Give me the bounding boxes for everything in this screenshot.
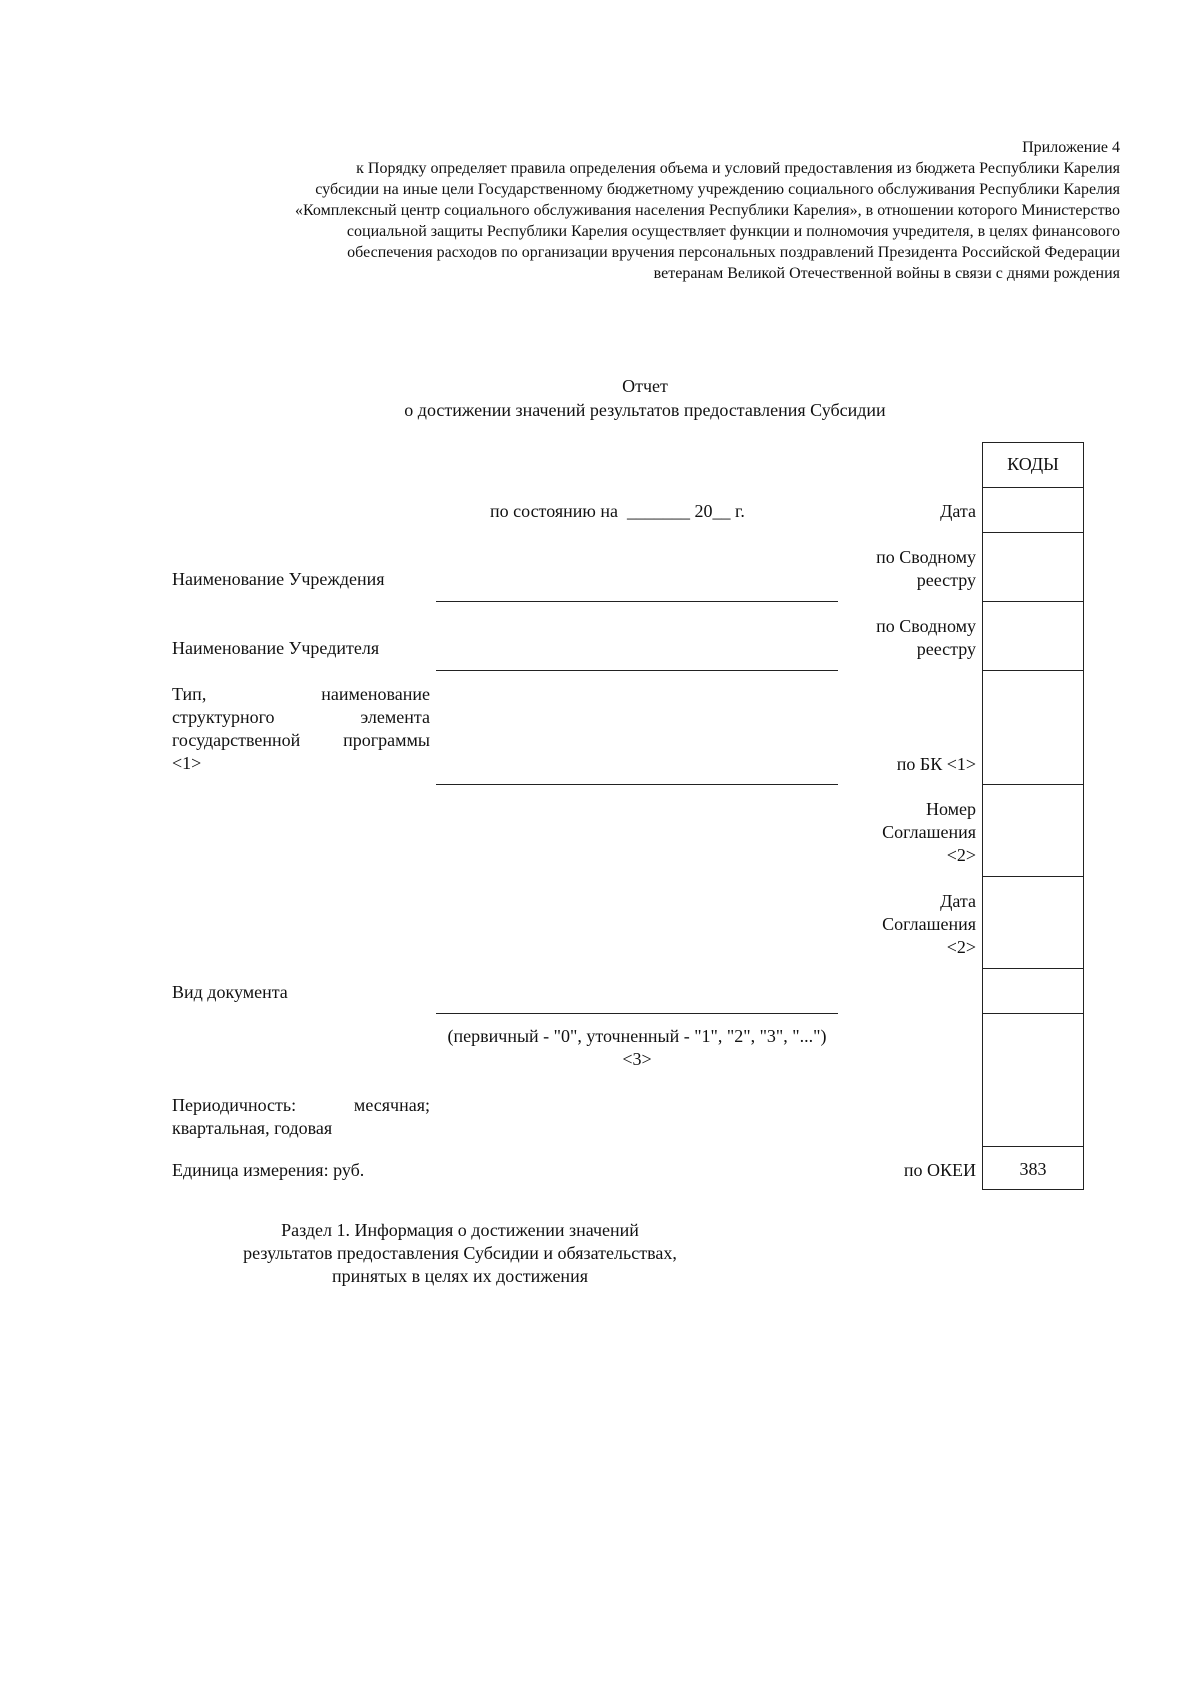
annex-line: субсидии на иные цели Государственному бюджетному учреждению социального обслуживания Республики Карелия <box>315 181 1120 198</box>
annex-line: «Комплексный центр социального обслуживания населения Республики Карелия», в отношении которого Министерство <box>295 202 1120 219</box>
codes-row-divider <box>982 670 1084 671</box>
annex-line: обеспечения расходов по организации вручения персональных поздравлений Президента Российской Федерации <box>347 244 1120 261</box>
periodicity-label: Периодичность: месячная; квартальная, годовая <box>172 1095 430 1138</box>
annex-line: к Порядку определяет правила определения объема и условий предоставления из бюджета Республики Карелия <box>356 160 1120 177</box>
section-1-heading: Раздел 1. Информация о достижении значений результатов предоставления Субсидии и обязательствах, принятых в целях их достижения <box>243 1220 677 1286</box>
doc-type-label: Вид документа <box>172 982 288 1002</box>
founder-label: Наименование Учредителя <box>172 638 380 658</box>
program-element-field[interactable] <box>436 784 838 785</box>
annex-header <box>120 137 1120 284</box>
date-label: Дата <box>940 501 976 521</box>
agreement-date-label: Дата Соглашения <2> <box>882 891 976 957</box>
founder-field[interactable] <box>436 670 838 671</box>
annex-title: Приложение 4 <box>1022 139 1120 156</box>
codes-row-divider <box>982 1146 1084 1147</box>
codes-row-divider <box>982 968 1084 969</box>
doc-type-field[interactable] <box>436 1013 838 1014</box>
codes-header: КОДЫ <box>1007 454 1059 474</box>
registry-label-2: по Сводному реестру <box>876 616 976 659</box>
unit-label: Единица измерения: руб. <box>172 1160 365 1180</box>
codes-row-divider <box>982 1013 1084 1014</box>
as-of-date: по состоянию на _______ 20__ г. <box>490 501 745 521</box>
codes-row-divider <box>982 784 1084 785</box>
annex-line: ветеранам Великой Отечественной войны в связи с днями рождения <box>653 265 1120 282</box>
doc-type-hint: (первичный - "0", уточненный - "1", "2", "3", "...") <3> <box>447 1026 827 1069</box>
annex-line: социальной защиты Республики Карелия осуществляет функции и полномочия учредителя, в целях финансового <box>346 223 1120 240</box>
report-subtitle: о достижении значений результатов предоставления Субсидии <box>404 400 886 420</box>
codes-table <box>982 442 1084 1190</box>
report-title: Отчет <box>622 376 668 396</box>
program-element-label: Тип, наименование структурного элемента государственной программы <1> <box>172 684 430 773</box>
codes-row-divider <box>982 876 1084 877</box>
institution-label: Наименование Учреждения <box>172 569 385 589</box>
codes-row-divider <box>982 487 1084 488</box>
bk-label: по БК <1> <box>896 754 976 774</box>
report-title-block <box>0 374 1200 422</box>
registry-label-1: по Сводному реестру <box>876 547 976 590</box>
codes-row-divider <box>982 532 1084 533</box>
agreement-number-label: Номер Соглашения <2> <box>882 799 976 865</box>
institution-field[interactable] <box>436 601 838 602</box>
okei-code-value: 383 <box>1019 1159 1047 1179</box>
codes-row-divider <box>982 601 1084 602</box>
okei-label: по ОКЕИ <box>903 1160 976 1180</box>
